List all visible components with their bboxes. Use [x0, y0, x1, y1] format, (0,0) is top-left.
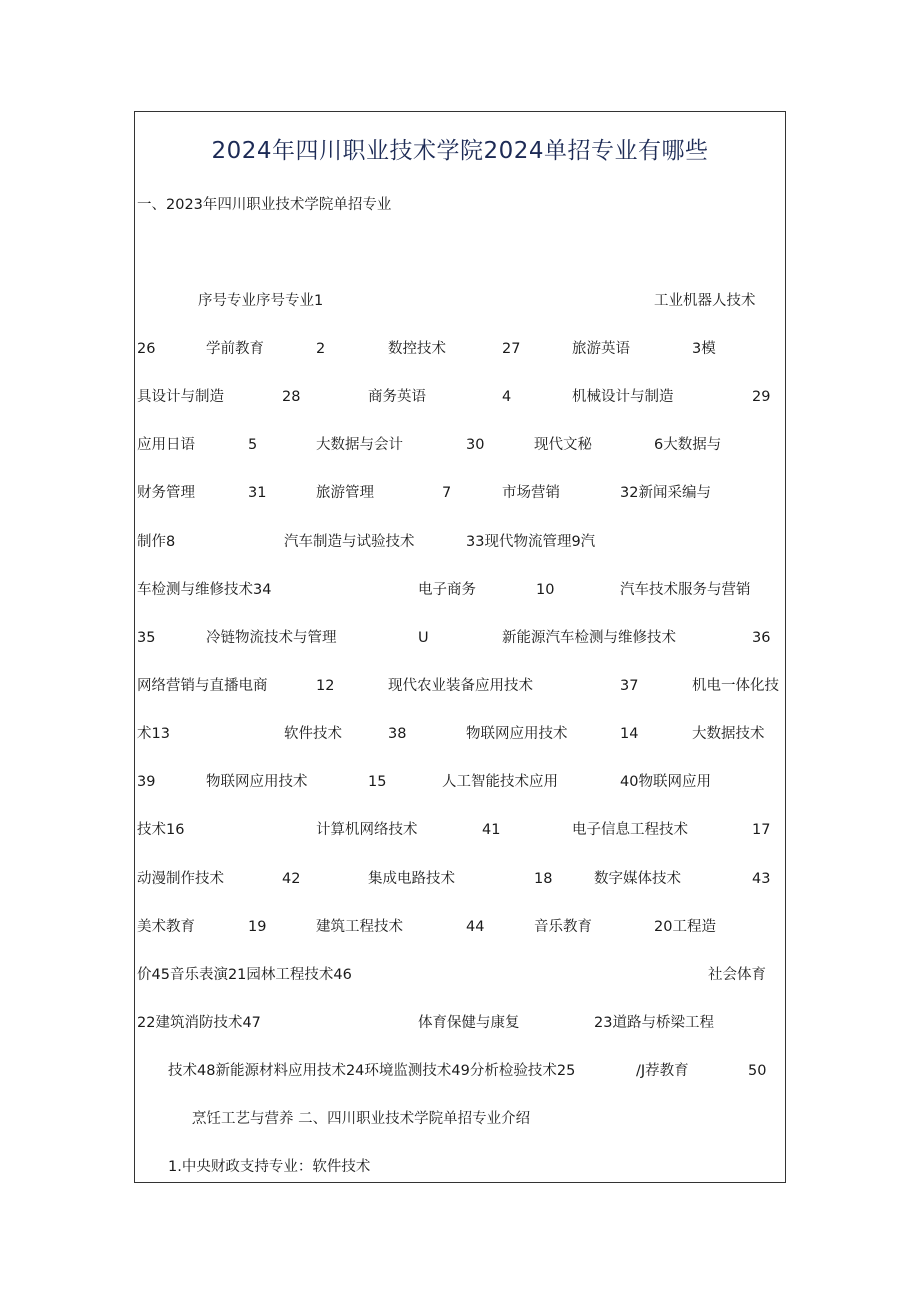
text-fragment: 33现代物流管理9汽: [466, 534, 596, 550]
text-fragment: 序号专业序号专业1: [198, 293, 324, 309]
text-fragment: 电子商务: [418, 582, 476, 598]
text-fragment: 6大数据与: [654, 437, 722, 453]
text-fragment: 38: [388, 726, 407, 742]
text-fragment: 14: [620, 726, 639, 742]
text-fragment: 22建筑消防技术47: [137, 1015, 261, 1031]
text-fragment: 网络营销与直播电商: [137, 678, 268, 694]
text-fragment: 37: [620, 678, 639, 694]
text-fragment: 15: [368, 774, 387, 790]
text-fragment: 人工智能技术应用: [442, 774, 558, 790]
text-fragment: 40物联网应用: [620, 774, 711, 790]
list-item: 1.中央财政支持专业：软件技术: [168, 1159, 371, 1175]
text-fragment: 财务管理: [137, 485, 195, 501]
text-fragment: 车检测与维修技术34: [137, 582, 272, 598]
text-fragment: 12: [316, 678, 335, 694]
text-fragment: 技术48新能源材料应用技术24环境监测技术49分析检验技术25: [168, 1063, 576, 1079]
text-fragment: 4: [502, 389, 512, 405]
text-fragment: 市场营销: [502, 485, 560, 501]
text-fragment: 动漫制作技术: [137, 871, 224, 887]
text-fragment: 32新闻采编与: [620, 485, 711, 501]
text-fragment: 技术16: [137, 822, 185, 838]
section-heading: 一、2023年四川职业技术学院单招专业: [137, 197, 392, 213]
text-fragment: 软件技术: [284, 726, 342, 742]
text-fragment: 体育保健与康复: [418, 1015, 520, 1031]
text-fragment: 电子信息工程技术: [572, 822, 688, 838]
text-fragment: 30: [466, 437, 485, 453]
text-fragment: 数控技术: [388, 341, 446, 357]
text-fragment: 旅游管理: [316, 485, 374, 501]
text-fragment: 41: [482, 822, 501, 838]
text-fragment: 冷链物流技术与管理: [206, 630, 337, 646]
text-fragment: 10: [536, 582, 555, 598]
text-fragment: 36: [752, 630, 771, 646]
text-fragment: 31: [248, 485, 267, 501]
text-fragment: 计算机网络技术: [316, 822, 418, 838]
text-fragment: /J荐教育: [636, 1063, 689, 1079]
text-fragment: 工业机器人技术: [654, 293, 756, 309]
text-fragment: 物联网应用技术: [206, 774, 308, 790]
text-fragment: 29: [752, 389, 771, 405]
text-fragment: 26: [137, 341, 156, 357]
text-fragment: 3模: [692, 341, 716, 357]
text-fragment: 27: [502, 341, 521, 357]
text-fragment: 现代农业装备应用技术: [388, 678, 533, 694]
text-fragment: 应用日语: [137, 437, 195, 453]
text-fragment: 42: [282, 871, 301, 887]
text-fragment: 音乐教育: [534, 919, 592, 935]
text-fragment: 学前教育: [206, 341, 264, 357]
text-fragment: 现代文秘: [534, 437, 592, 453]
text-fragment: 建筑工程技术: [316, 919, 403, 935]
text-fragment: 制作8: [137, 534, 176, 550]
text-fragment: 23道路与桥梁工程: [594, 1015, 714, 1031]
text-fragment: 机械设计与制造: [572, 389, 674, 405]
text-fragment: 18: [534, 871, 553, 887]
text-fragment: 具设计与制造: [137, 389, 224, 405]
text-fragment: 汽车技术服务与营销: [620, 582, 751, 598]
text-fragment: 术13: [137, 726, 170, 742]
text-fragment: 大数据与会计: [316, 437, 403, 453]
text-fragment: 新能源汽车检测与维修技术: [502, 630, 676, 646]
text-fragment: 39: [137, 774, 156, 790]
text-fragment: 35: [137, 630, 156, 646]
text-fragment: 美术教育: [137, 919, 195, 935]
text-fragment: 28: [282, 389, 301, 405]
text-fragment: 2: [316, 341, 326, 357]
text-fragment: 19: [248, 919, 267, 935]
document-title: 2024年四川职业技术学院2024单招专业有哪些: [211, 138, 709, 164]
text-fragment: 社会体育: [708, 967, 766, 983]
text-fragment: 17: [752, 822, 771, 838]
text-fragment: 大数据技术: [692, 726, 765, 742]
text-fragment: 集成电路技术: [368, 871, 455, 887]
text-fragment: 50: [748, 1063, 767, 1079]
text-fragment: 43: [752, 871, 771, 887]
text-fragment: 5: [248, 437, 258, 453]
text-fragment: 数字媒体技术: [594, 871, 681, 887]
text-fragment: 价45音乐表演21园林工程技术46: [137, 967, 352, 983]
text-fragment: 7: [442, 485, 452, 501]
text-fragment: 物联网应用技术: [466, 726, 568, 742]
text-fragment: 20工程造: [654, 919, 716, 935]
text-fragment: U: [418, 630, 429, 646]
text-fragment: 44: [466, 919, 485, 935]
text-fragment: 机电一体化技: [692, 678, 779, 694]
section-2-heading: 烹饪工艺与营养 二、四川职业技术学院单招专业介绍: [192, 1111, 531, 1127]
text-fragment: 旅游英语: [572, 341, 630, 357]
text-fragment: 商务英语: [368, 389, 426, 405]
text-fragment: 汽车制造与试验技术: [284, 534, 415, 550]
